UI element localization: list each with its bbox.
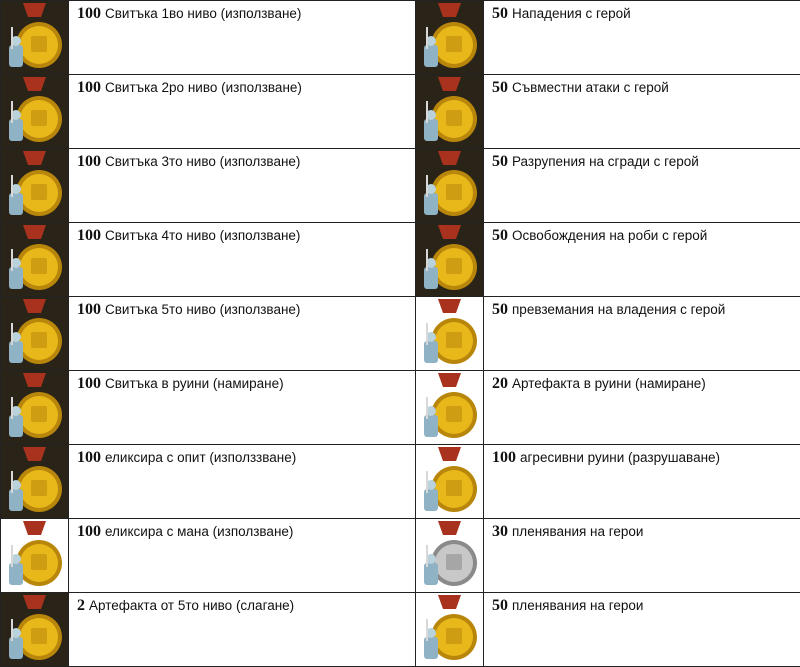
medal-description (69, 223, 416, 297)
medal-label: превземания на владения с герой (512, 302, 725, 317)
axe-icon (416, 1, 484, 75)
medal-count: 2 (77, 597, 85, 614)
medal-count: 50 (492, 5, 508, 22)
medal-label: Свитъка 3то ниво (използване) (105, 154, 300, 169)
swords-icon (416, 75, 484, 149)
medal-label: еликсира с мана (използване) (105, 524, 293, 539)
medal-label: Артефакта от 5то ниво (слагане) (89, 598, 294, 613)
medal-count: 100 (77, 5, 101, 22)
medal-count: 30 (492, 523, 508, 540)
medal-count: 100 (77, 301, 101, 318)
table-row (1, 1, 800, 75)
chains-icon (416, 223, 484, 297)
medal-description (484, 1, 800, 75)
medal-label: Свитъка 2ро ниво (използване) (105, 80, 302, 95)
potion-icon (1, 519, 69, 593)
table-row (1, 593, 800, 667)
medal-description (484, 223, 800, 297)
medal-label: Освобождения на роби с герой (512, 228, 707, 243)
medal-label: агресивни руини (разрушаване) (520, 450, 720, 465)
medal-label: Свитъка в руини (намиране) (105, 376, 284, 391)
beast-icon (416, 445, 484, 519)
table-row (1, 371, 800, 445)
table-row (1, 75, 800, 149)
medal-label: Свитъка 4то ниво (използване) (105, 228, 300, 243)
castle-icon (416, 297, 484, 371)
artifact-icon (1, 593, 69, 667)
medal-description (69, 1, 416, 75)
table-row (1, 297, 800, 371)
table-row (1, 223, 800, 297)
medal-count: 50 (492, 153, 508, 170)
medal-description (484, 75, 800, 149)
medal-label: Съвместни атаки с герой (512, 80, 669, 95)
table-row (1, 149, 800, 223)
medal-description (484, 371, 800, 445)
medal-label: Свитъка 5то ниво (използване) (105, 302, 300, 317)
hero-icon (416, 519, 484, 593)
medal-label: Нападения с герой (512, 6, 631, 21)
table-row (1, 519, 800, 593)
medal-description (69, 149, 416, 223)
medal-description (69, 75, 416, 149)
medal-description (69, 297, 416, 371)
medal-label: пленявания на герои (512, 598, 643, 613)
scroll-icon (1, 371, 69, 445)
medal-description (484, 445, 800, 519)
medal-label: Свитъка 1во ниво (използване) (105, 6, 301, 21)
medal-label: Разрупения на сгради с герой (512, 154, 699, 169)
building-icon (416, 149, 484, 223)
medal-count: 50 (492, 301, 508, 318)
medal-label: пленявания на герои (512, 524, 643, 539)
artifact-icon (416, 371, 484, 445)
scroll-icon (1, 1, 69, 75)
medal-label: Артефакта в руини (намиране) (512, 376, 706, 391)
scroll-icon (1, 149, 69, 223)
medal-count: 50 (492, 79, 508, 96)
medal-description (484, 297, 800, 371)
medal-count: 50 (492, 227, 508, 244)
medal-count: 100 (77, 153, 101, 170)
medal-description (69, 593, 416, 667)
medal-count: 20 (492, 375, 508, 392)
medal-description (69, 371, 416, 445)
medal-description (69, 445, 416, 519)
medal-count: 100 (77, 523, 101, 540)
medal-count: 100 (77, 449, 101, 466)
medal-count: 50 (492, 597, 508, 614)
potion-icon (1, 445, 69, 519)
medal-description (484, 149, 800, 223)
medals-table-body (1, 1, 800, 667)
scroll-icon (1, 223, 69, 297)
medal-description (69, 519, 416, 593)
medal-count: 100 (492, 449, 516, 466)
medal-description (484, 593, 800, 667)
medal-description (484, 519, 800, 593)
table-row (1, 445, 800, 519)
medal-count: 100 (77, 375, 101, 392)
medal-label: еликсира с опит (използзване) (105, 450, 296, 465)
medal-count: 100 (77, 227, 101, 244)
scroll-icon (1, 75, 69, 149)
medal-count: 100 (77, 79, 101, 96)
hero-icon (416, 593, 484, 667)
scroll-icon (1, 297, 69, 371)
